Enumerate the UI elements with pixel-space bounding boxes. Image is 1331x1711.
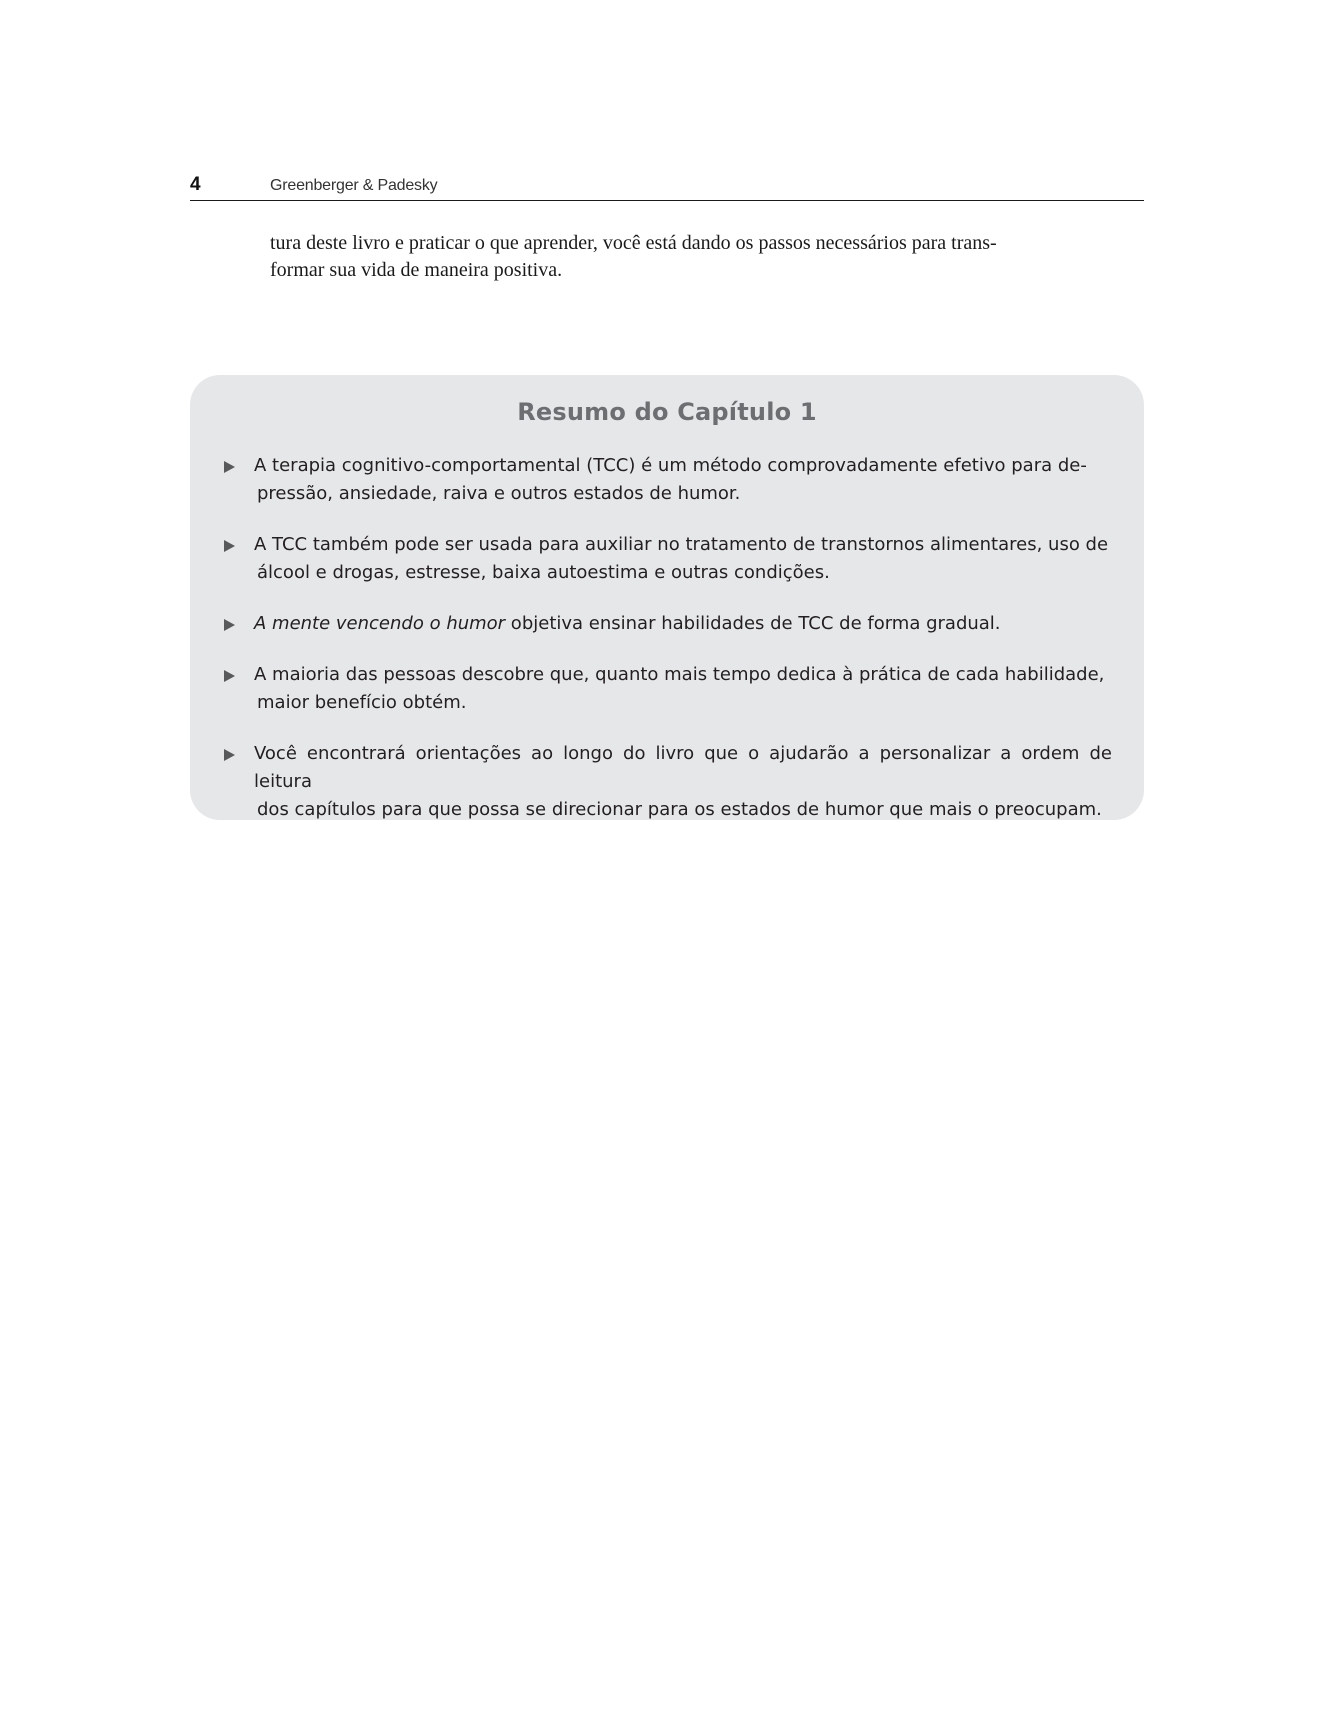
summary-item-line: dos capítulos para que possa se direcionar para os estados de humor que mais o preocupam. (257, 799, 1102, 820)
triangle-bullet-icon (224, 540, 235, 552)
body-line: formar sua vida de maneira positiva. (270, 259, 563, 281)
summary-item-text (254, 452, 1112, 508)
summary-item-line: A terapia cognitivo-comportamental (TCC) é um método comprovadamente efetivo para de- (254, 455, 1087, 476)
triangle-bullet-icon (224, 461, 235, 473)
running-header (190, 176, 1144, 201)
summary-item-line: A maioria das pessoas descobre que, quanto mais tempo dedica à prática de cada habilidade, (254, 664, 1105, 685)
summary-item-text (254, 610, 1112, 638)
triangle-bullet-icon (224, 619, 235, 631)
summary-item-text (254, 661, 1112, 717)
summary-list (224, 452, 1112, 847)
triangle-bullet-icon (224, 749, 235, 761)
running-title: Greenberger & Padesky (270, 177, 438, 194)
book-title-italic: A mente vencendo o humor (254, 613, 506, 634)
body-line: tura deste livro e praticar o que aprender, você está dando os passos necessários para trans- (270, 232, 997, 254)
chapter-summary-box (190, 375, 1144, 820)
page-number: 4 (190, 174, 201, 195)
summary-item (224, 531, 1112, 587)
summary-item (224, 661, 1112, 717)
summary-item-line: maior benefício obtém. (257, 692, 467, 713)
triangle-bullet-icon (224, 670, 235, 682)
summary-item-line: álcool e drogas, estresse, baixa autoestima e outras condições. (257, 562, 830, 583)
summary-item-text (254, 531, 1112, 587)
body-paragraph (270, 230, 1070, 284)
summary-item (224, 452, 1112, 508)
summary-item-line: A TCC também pode ser usada para auxiliar no tratamento de transtornos alimentares, uso de (254, 534, 1109, 555)
summary-item (224, 610, 1112, 638)
summary-item (224, 740, 1112, 824)
summary-item-text (254, 740, 1112, 824)
summary-title: Resumo do Capítulo 1 (517, 398, 817, 426)
summary-item-line: pressão, ansiedade, raiva e outros estados de humor. (257, 483, 741, 504)
summary-item-line: objetiva ensinar habilidades de TCC de forma gradual. (505, 613, 1001, 634)
summary-item-line: Você encontrará orientações ao longo do livro que o ajudarão a personalizar a ordem de leitura (254, 743, 1112, 792)
